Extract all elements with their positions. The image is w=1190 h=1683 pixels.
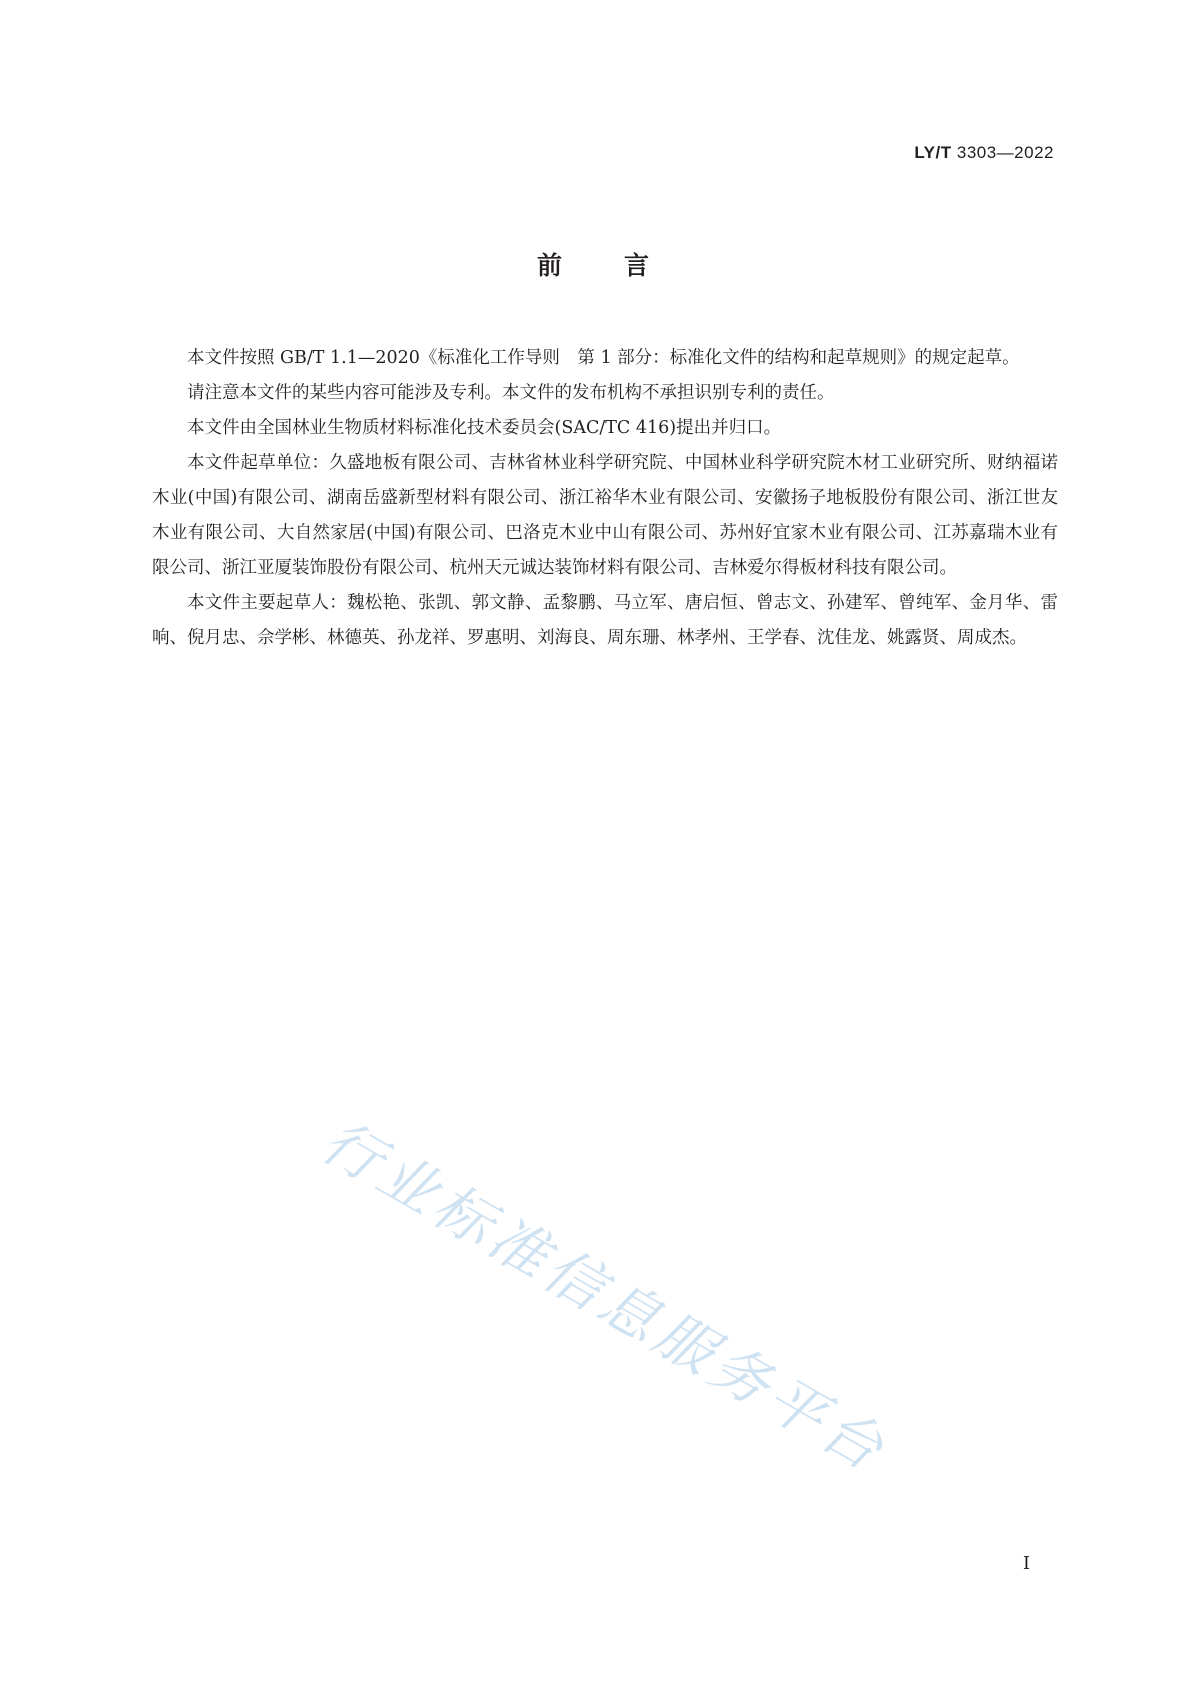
standard-code: 3303—2022 <box>956 143 1054 162</box>
standard-prefix: LY/T <box>914 143 952 162</box>
watermark: 行业标准信息服务平台 <box>310 1106 899 1486</box>
foreword-body <box>152 341 1058 656</box>
page-title <box>0 246 1190 282</box>
title-char-2: 言 <box>624 251 654 280</box>
paragraph-drafting-units: 本文件起草单位：久盛地板有限公司、吉林省林业科学研究院、中国林业科学研究院木材工业研究所、财纳福诺木业(中国)有限公司、湖南岳盛新型材料有限公司、浙江裕华木业有限公司、安徽扬子地板股份有限公司、浙江世友木业有限公司、大自然家居(中国)有限公司、巴洛克木业中山有限公司、苏州好宜家木业有限公司、江苏嘉瑞木业有限公司、浙江亚厦装饰股份有限公司、杭州天元诚达装饰材料有限公司、吉林爱尔得板材科技有限公司。 <box>152 453 1058 578</box>
title-char-1: 前 <box>536 251 566 280</box>
paragraph-drafting-rules: 本文件按照 GB/T 1.1—2020《标准化工作导则 第 1 部分：标准化文件的结构和起草规则》的规定起草。 <box>187 348 1020 368</box>
paragraph-drafters: 本文件主要起草人：魏松艳、张凯、郭文静、孟黎鹏、马立军、唐启恒、曾志文、孙建军、曾纯军、金月华、雷响、倪月忠、佘学彬、林德英、孙龙祥、罗惠明、刘海良、周东珊、林孝州、王学春、沈佳龙、姚露贤、周成杰。 <box>152 593 1058 648</box>
standard-number <box>914 143 1054 163</box>
page-number: I <box>1022 1553 1030 1574</box>
paragraph-committee: 本文件由全国林业生物质材料标准化技术委员会(SAC/TC 416)提出并归口。 <box>187 418 782 438</box>
paragraph-patent-notice: 请注意本文件的某些内容可能涉及专利。本文件的发布机构不承担识别专利的责任。 <box>187 383 835 403</box>
